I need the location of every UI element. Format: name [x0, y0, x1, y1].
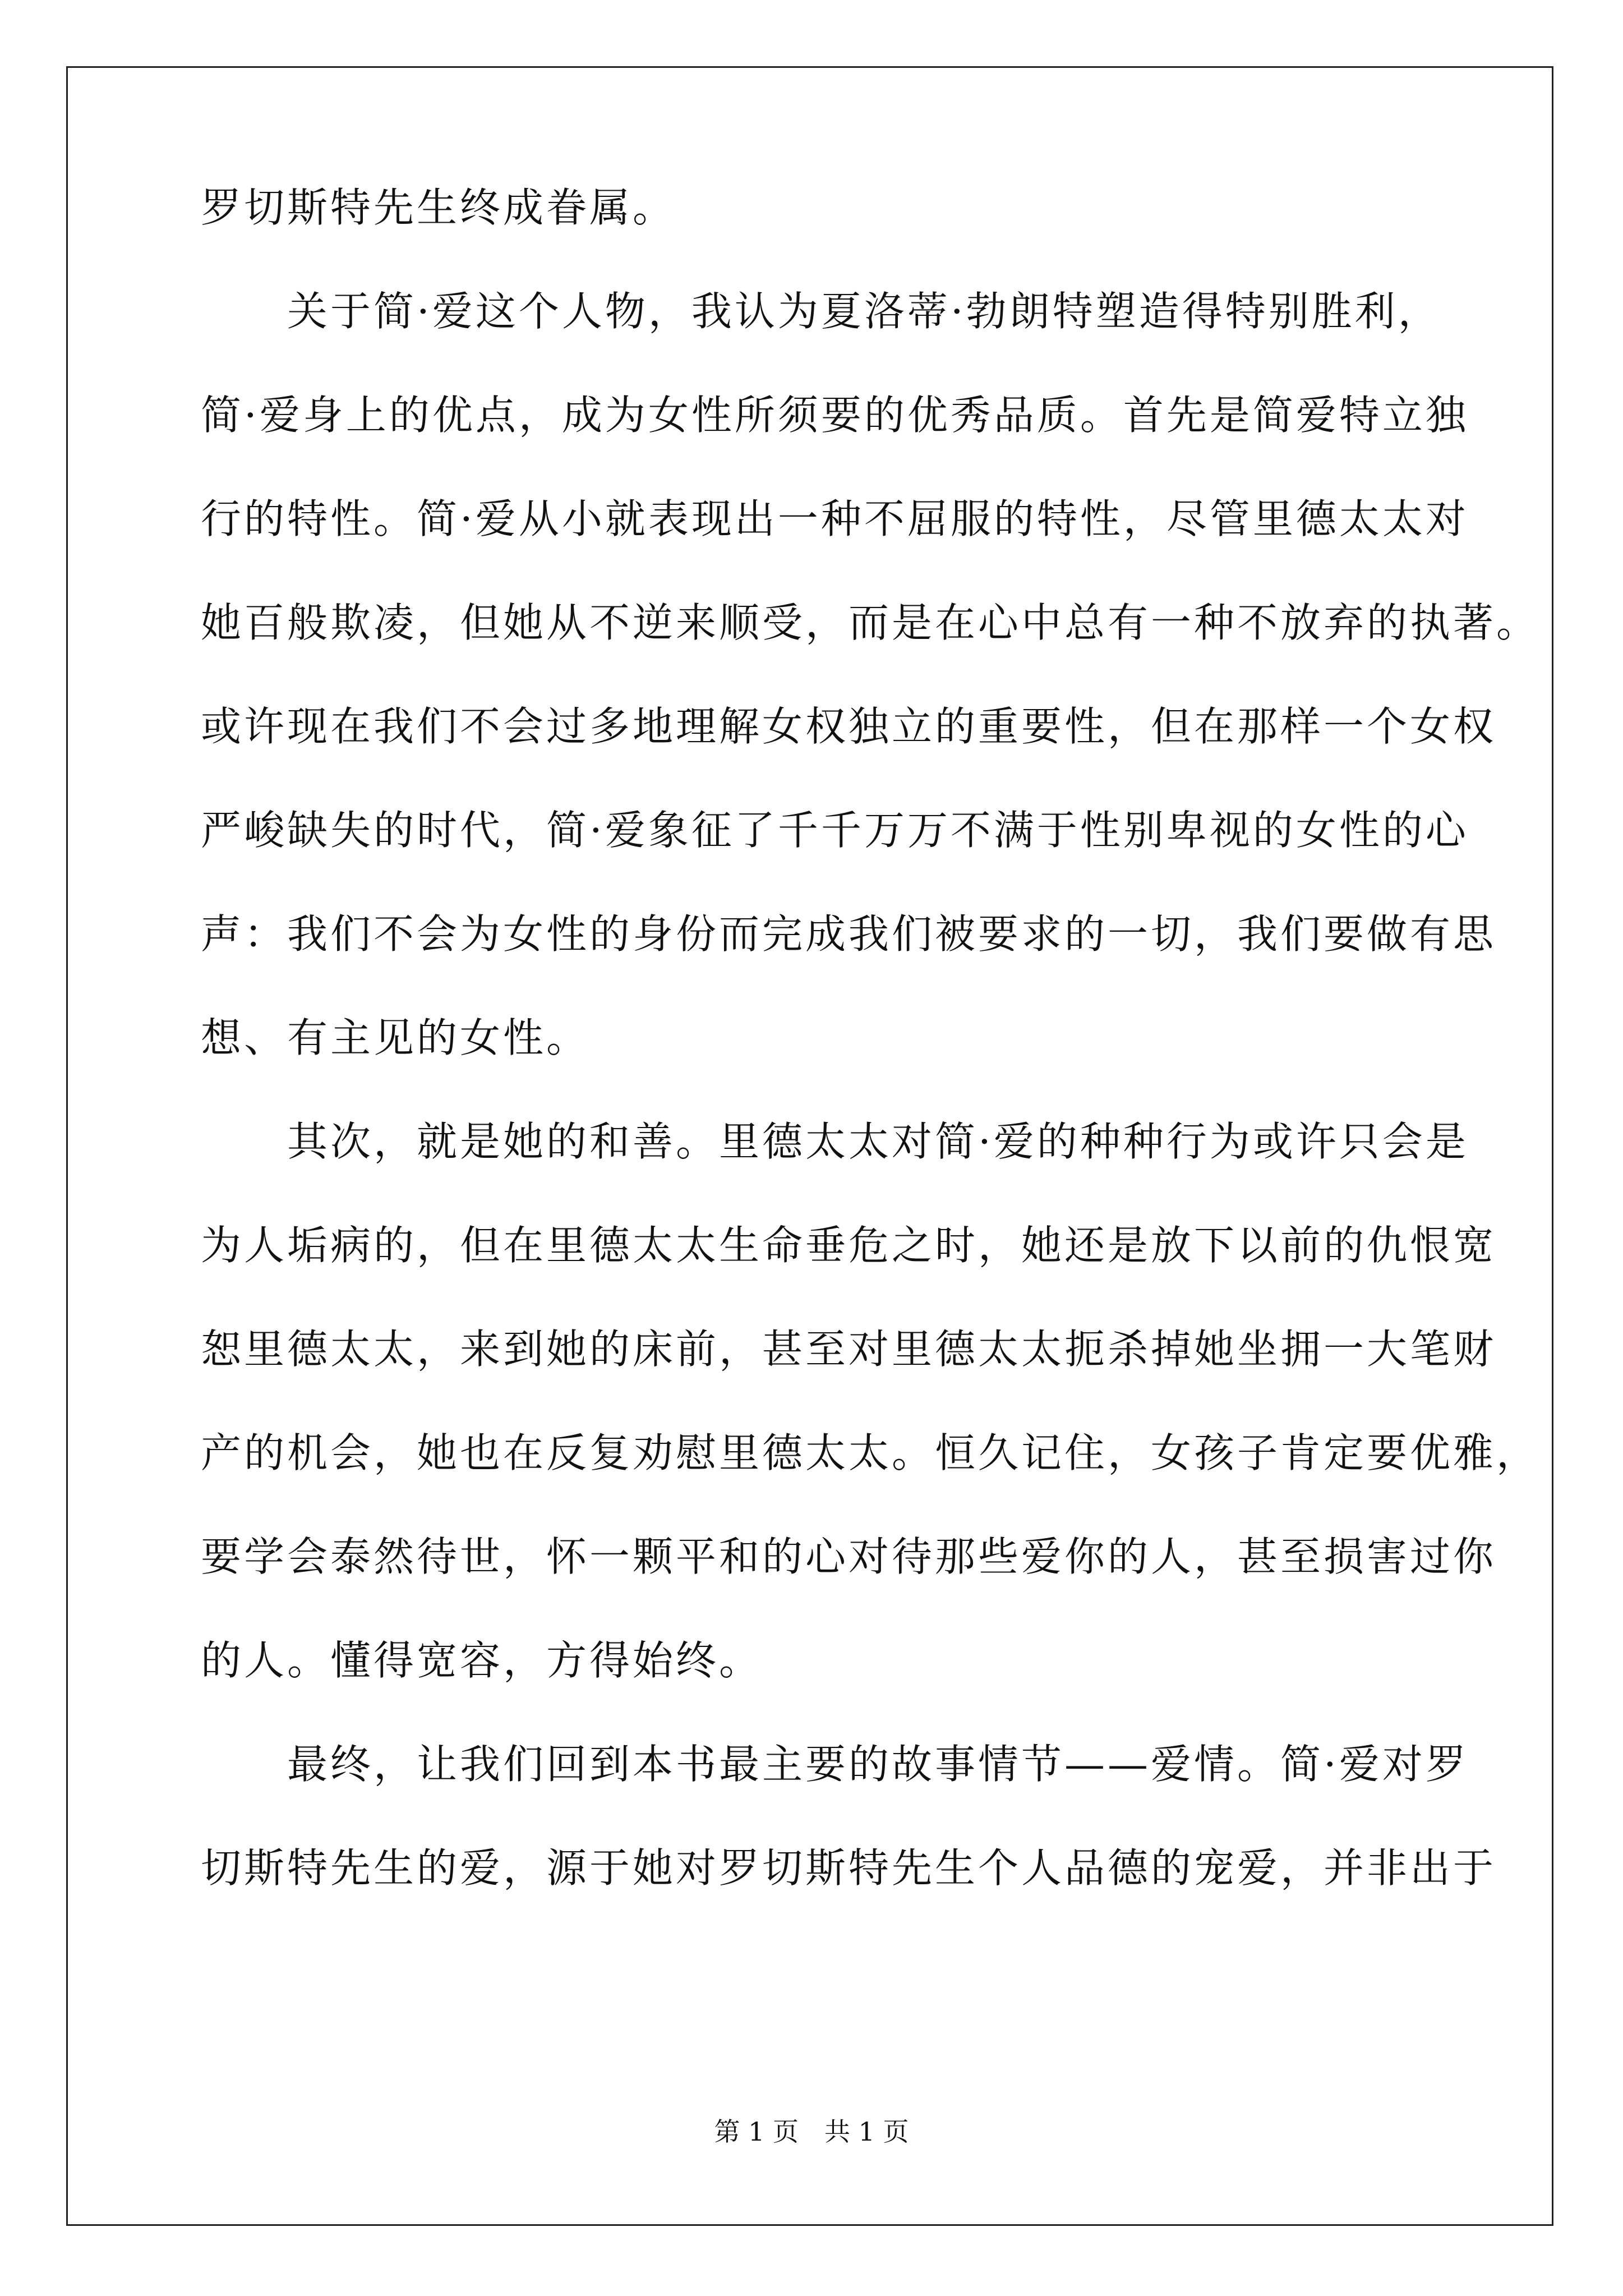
text-line: 产的机会，她也在反复劝慰里德太太。恒久记住，女孩子肯定要优雅， [201, 1429, 1540, 1476]
page-footer: 第 1 页 共 1 页 [714, 2116, 909, 2147]
text-line: 想、有主见的女性。 [201, 1014, 590, 1061]
text-line: 关于简·爱这个人物，我认为夏洛蒂·勃朗特塑造得特别胜利， [201, 288, 1441, 335]
text-line: 其次，就是她的和善。里德太太对简·爱的种种行为或许只会是 [201, 1118, 1469, 1165]
text-line: 严峻缺失的时代，简·爱象征了千千万万不满于性别卑视的女性的心 [201, 807, 1469, 854]
text-line: 的人。懂得宽容，方得始终。 [201, 1637, 763, 1684]
text-line: 或许现在我们不会过多地理解女权独立的重要性，但在那样一个女权 [201, 703, 1497, 750]
text-line: 简·爱身上的优点，成为女性所须要的优秀品质。首先是简爱特立独 [201, 392, 1469, 439]
text-line: 切斯特先生的爱，源于她对罗切斯特先生个人品德的宠爱，并非出于 [201, 1844, 1497, 1892]
text-line: 要学会泰然待世，怀一颗平和的心对待那些爱你的人，甚至损害过你 [201, 1533, 1497, 1580]
text-line: 恕里德太太，来到她的床前，甚至对里德太太扼杀掉她坐拥一大笔财 [201, 1326, 1497, 1373]
text-line: 罗切斯特先生终成眷属。 [201, 184, 676, 231]
text-line: 声：我们不会为女性的身份而完成我们被要求的一切，我们要做有思 [201, 910, 1497, 958]
text-line: 行的特性。简·爱从小就表现出一种不屈服的特性，尽管里德太太对 [201, 495, 1469, 542]
text-line: 她百般欺凌，但她从不逆来顺受，而是在心中总有一种不放弃的执著。 [201, 599, 1540, 646]
text-line: 为人垢病的，但在里德太太生命垂危之时，她还是放下以前的仇恨宽 [201, 1222, 1497, 1269]
text-line: 最终，让我们回到本书最主要的故事情节——爱情。简·爱对罗 [201, 1741, 1469, 1788]
